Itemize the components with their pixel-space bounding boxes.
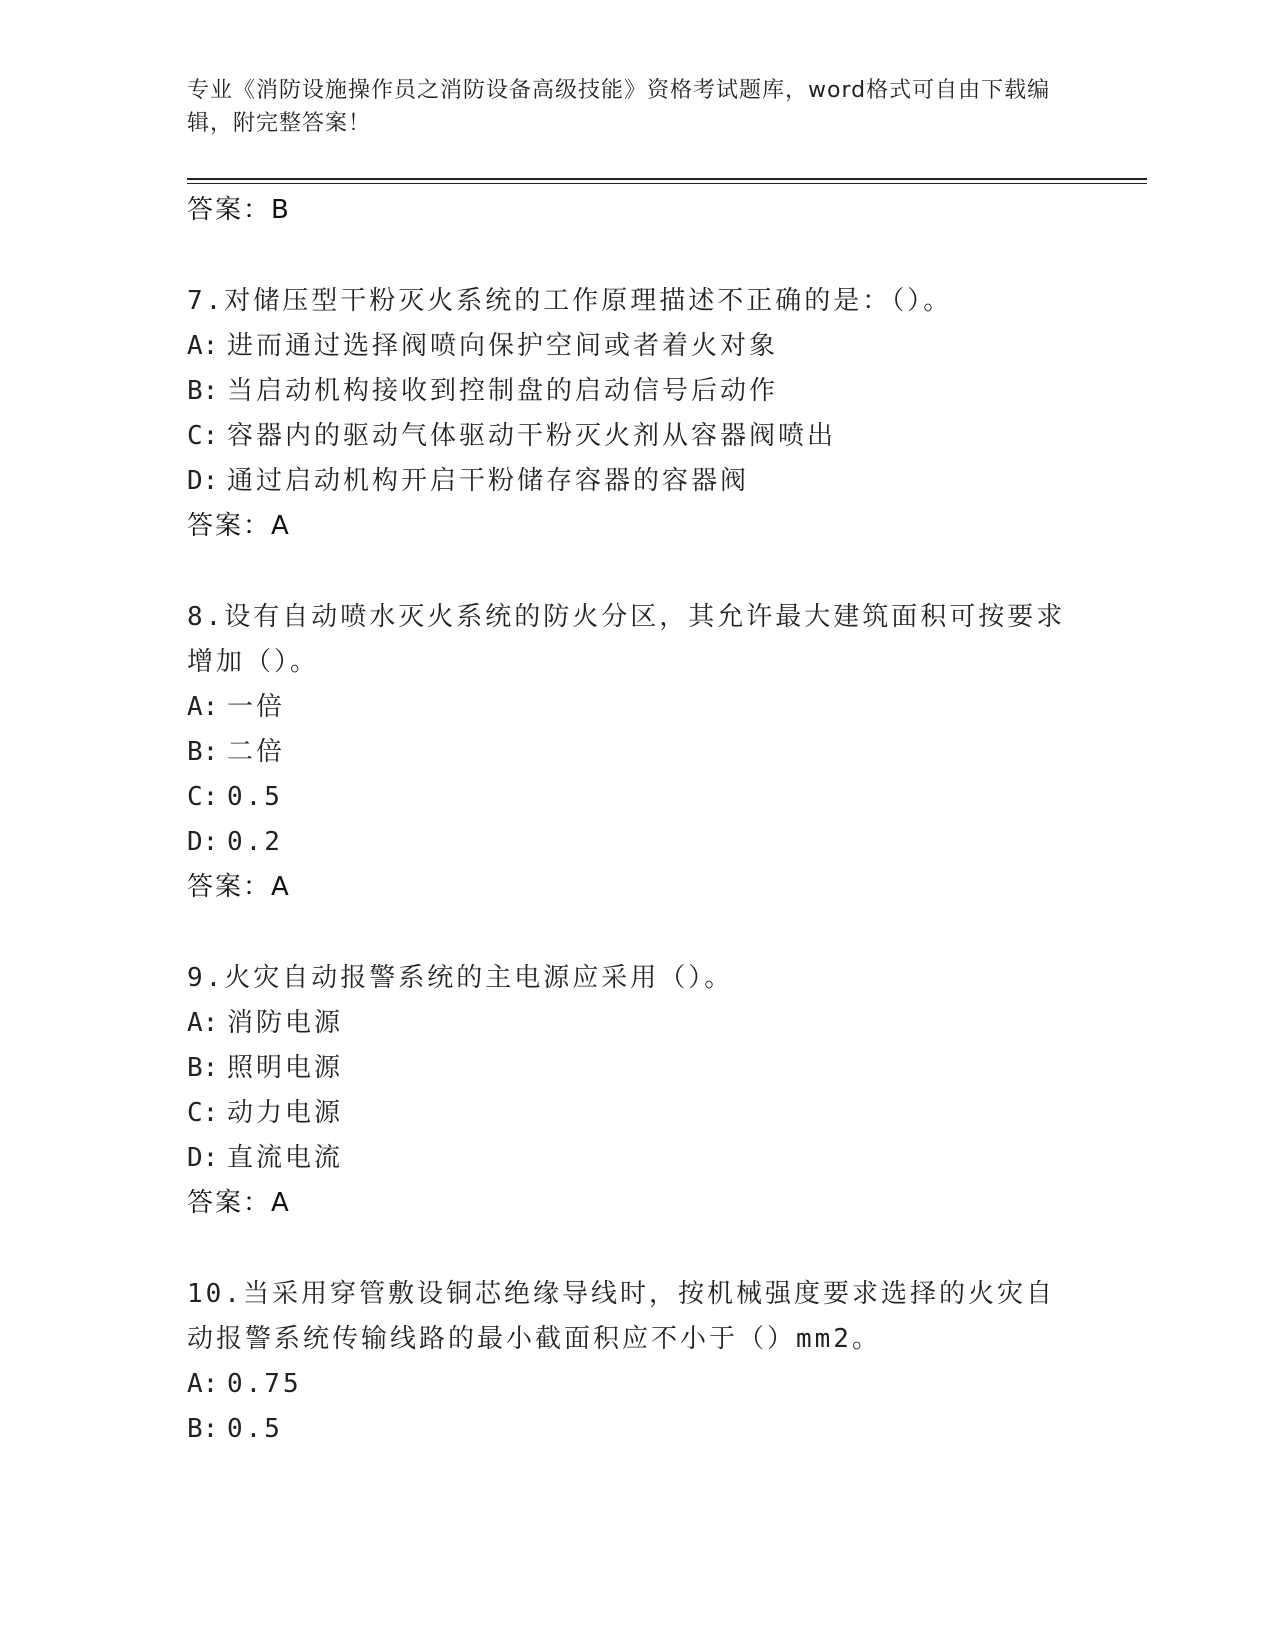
option-text: 0.5 — [227, 782, 283, 812]
option-text: 0.75 — [227, 1369, 302, 1399]
question-text: 10.当采用穿管敷设铜芯绝缘导线时，按机械强度要求选择的火灾自动报警系统传输线路的最小截面积应不小于（）mm2。 — [187, 1279, 1055, 1354]
option-key: B: — [187, 376, 219, 406]
answer-option — [187, 414, 1147, 459]
answer-line — [187, 504, 1147, 549]
option-text: 当启动机构接收到控制盘的启动信号后动作 — [227, 376, 779, 406]
option-key: A: — [187, 692, 219, 722]
option-key: C: — [187, 1098, 219, 1128]
answer-value: A — [271, 1188, 291, 1218]
question-text: 9.火灾自动报警系统的主电源应采用（）。 — [187, 963, 734, 993]
header-divider-thin — [187, 183, 1147, 184]
question-gap — [187, 910, 1147, 956]
answer-option — [187, 685, 1147, 730]
answer-option — [187, 324, 1147, 369]
option-text: 容器内的驱动气体驱动干粉灭火剂从容器阀喷出 — [227, 421, 837, 451]
answer-option — [187, 1362, 1147, 1407]
option-text: 0.2 — [227, 827, 283, 857]
option-key: C: — [187, 782, 219, 812]
option-text: 二倍 — [227, 737, 286, 767]
question-gap — [187, 549, 1147, 595]
answer-option — [187, 459, 1147, 504]
option-key: D: — [187, 1143, 219, 1173]
question-text: 7.对储压型干粉灭火系统的工作原理描述不正确的是：（）。 — [187, 286, 953, 316]
option-text: 一倍 — [227, 692, 286, 722]
answer-label: 答案： — [187, 195, 272, 225]
option-key: A: — [187, 1369, 219, 1399]
answer-option — [187, 1136, 1147, 1181]
answer-line — [187, 865, 1147, 910]
option-key: A: — [187, 331, 219, 361]
option-key: B: — [187, 737, 219, 767]
option-text: 进而通过选择阀喷向保护空间或者着火对象 — [227, 331, 779, 361]
answer-line — [187, 188, 1147, 233]
option-key: B: — [187, 1414, 219, 1444]
question-gap — [187, 233, 1147, 279]
option-key: B: — [187, 1053, 219, 1083]
answer-option — [187, 775, 1147, 820]
question-gap — [187, 1226, 1147, 1272]
option-key: D: — [187, 466, 219, 496]
page-header: 专业《消防设施操作员之消防设备高级技能》资格考试题库，word格式可自由下载编辑，附完整答案！ — [187, 78, 1051, 136]
option-text: 照明电源 — [227, 1053, 344, 1083]
answer-option — [187, 820, 1147, 865]
answer-label: 答案： — [187, 872, 272, 902]
option-text: 0.5 — [227, 1414, 283, 1444]
answer-option — [187, 1001, 1147, 1046]
option-key: D: — [187, 827, 219, 857]
answer-option — [187, 730, 1147, 775]
header-divider-thick — [187, 178, 1147, 180]
question-list — [187, 188, 1147, 1452]
answer-label: 答案： — [187, 511, 272, 541]
answer-line — [187, 1181, 1147, 1226]
answer-option — [187, 1407, 1147, 1452]
answer-option — [187, 1046, 1147, 1091]
option-key: A: — [187, 1008, 219, 1038]
answer-value: A — [271, 872, 291, 902]
option-text: 通过启动机构开启干粉储存容器的容器阀 — [227, 466, 750, 496]
option-text: 直流电流 — [227, 1143, 344, 1173]
option-text: 动力电源 — [227, 1098, 344, 1128]
answer-option — [187, 369, 1147, 414]
question-text: 8.设有自动喷水灭火系统的防火分区，其允许最大建筑面积可按要求增加（）。 — [187, 602, 1066, 677]
answer-label: 答案： — [187, 1188, 272, 1218]
answer-option — [187, 1091, 1147, 1136]
answer-value: B — [271, 195, 291, 225]
option-text: 消防电源 — [227, 1008, 344, 1038]
option-key: C: — [187, 421, 219, 451]
answer-value: A — [271, 511, 291, 541]
